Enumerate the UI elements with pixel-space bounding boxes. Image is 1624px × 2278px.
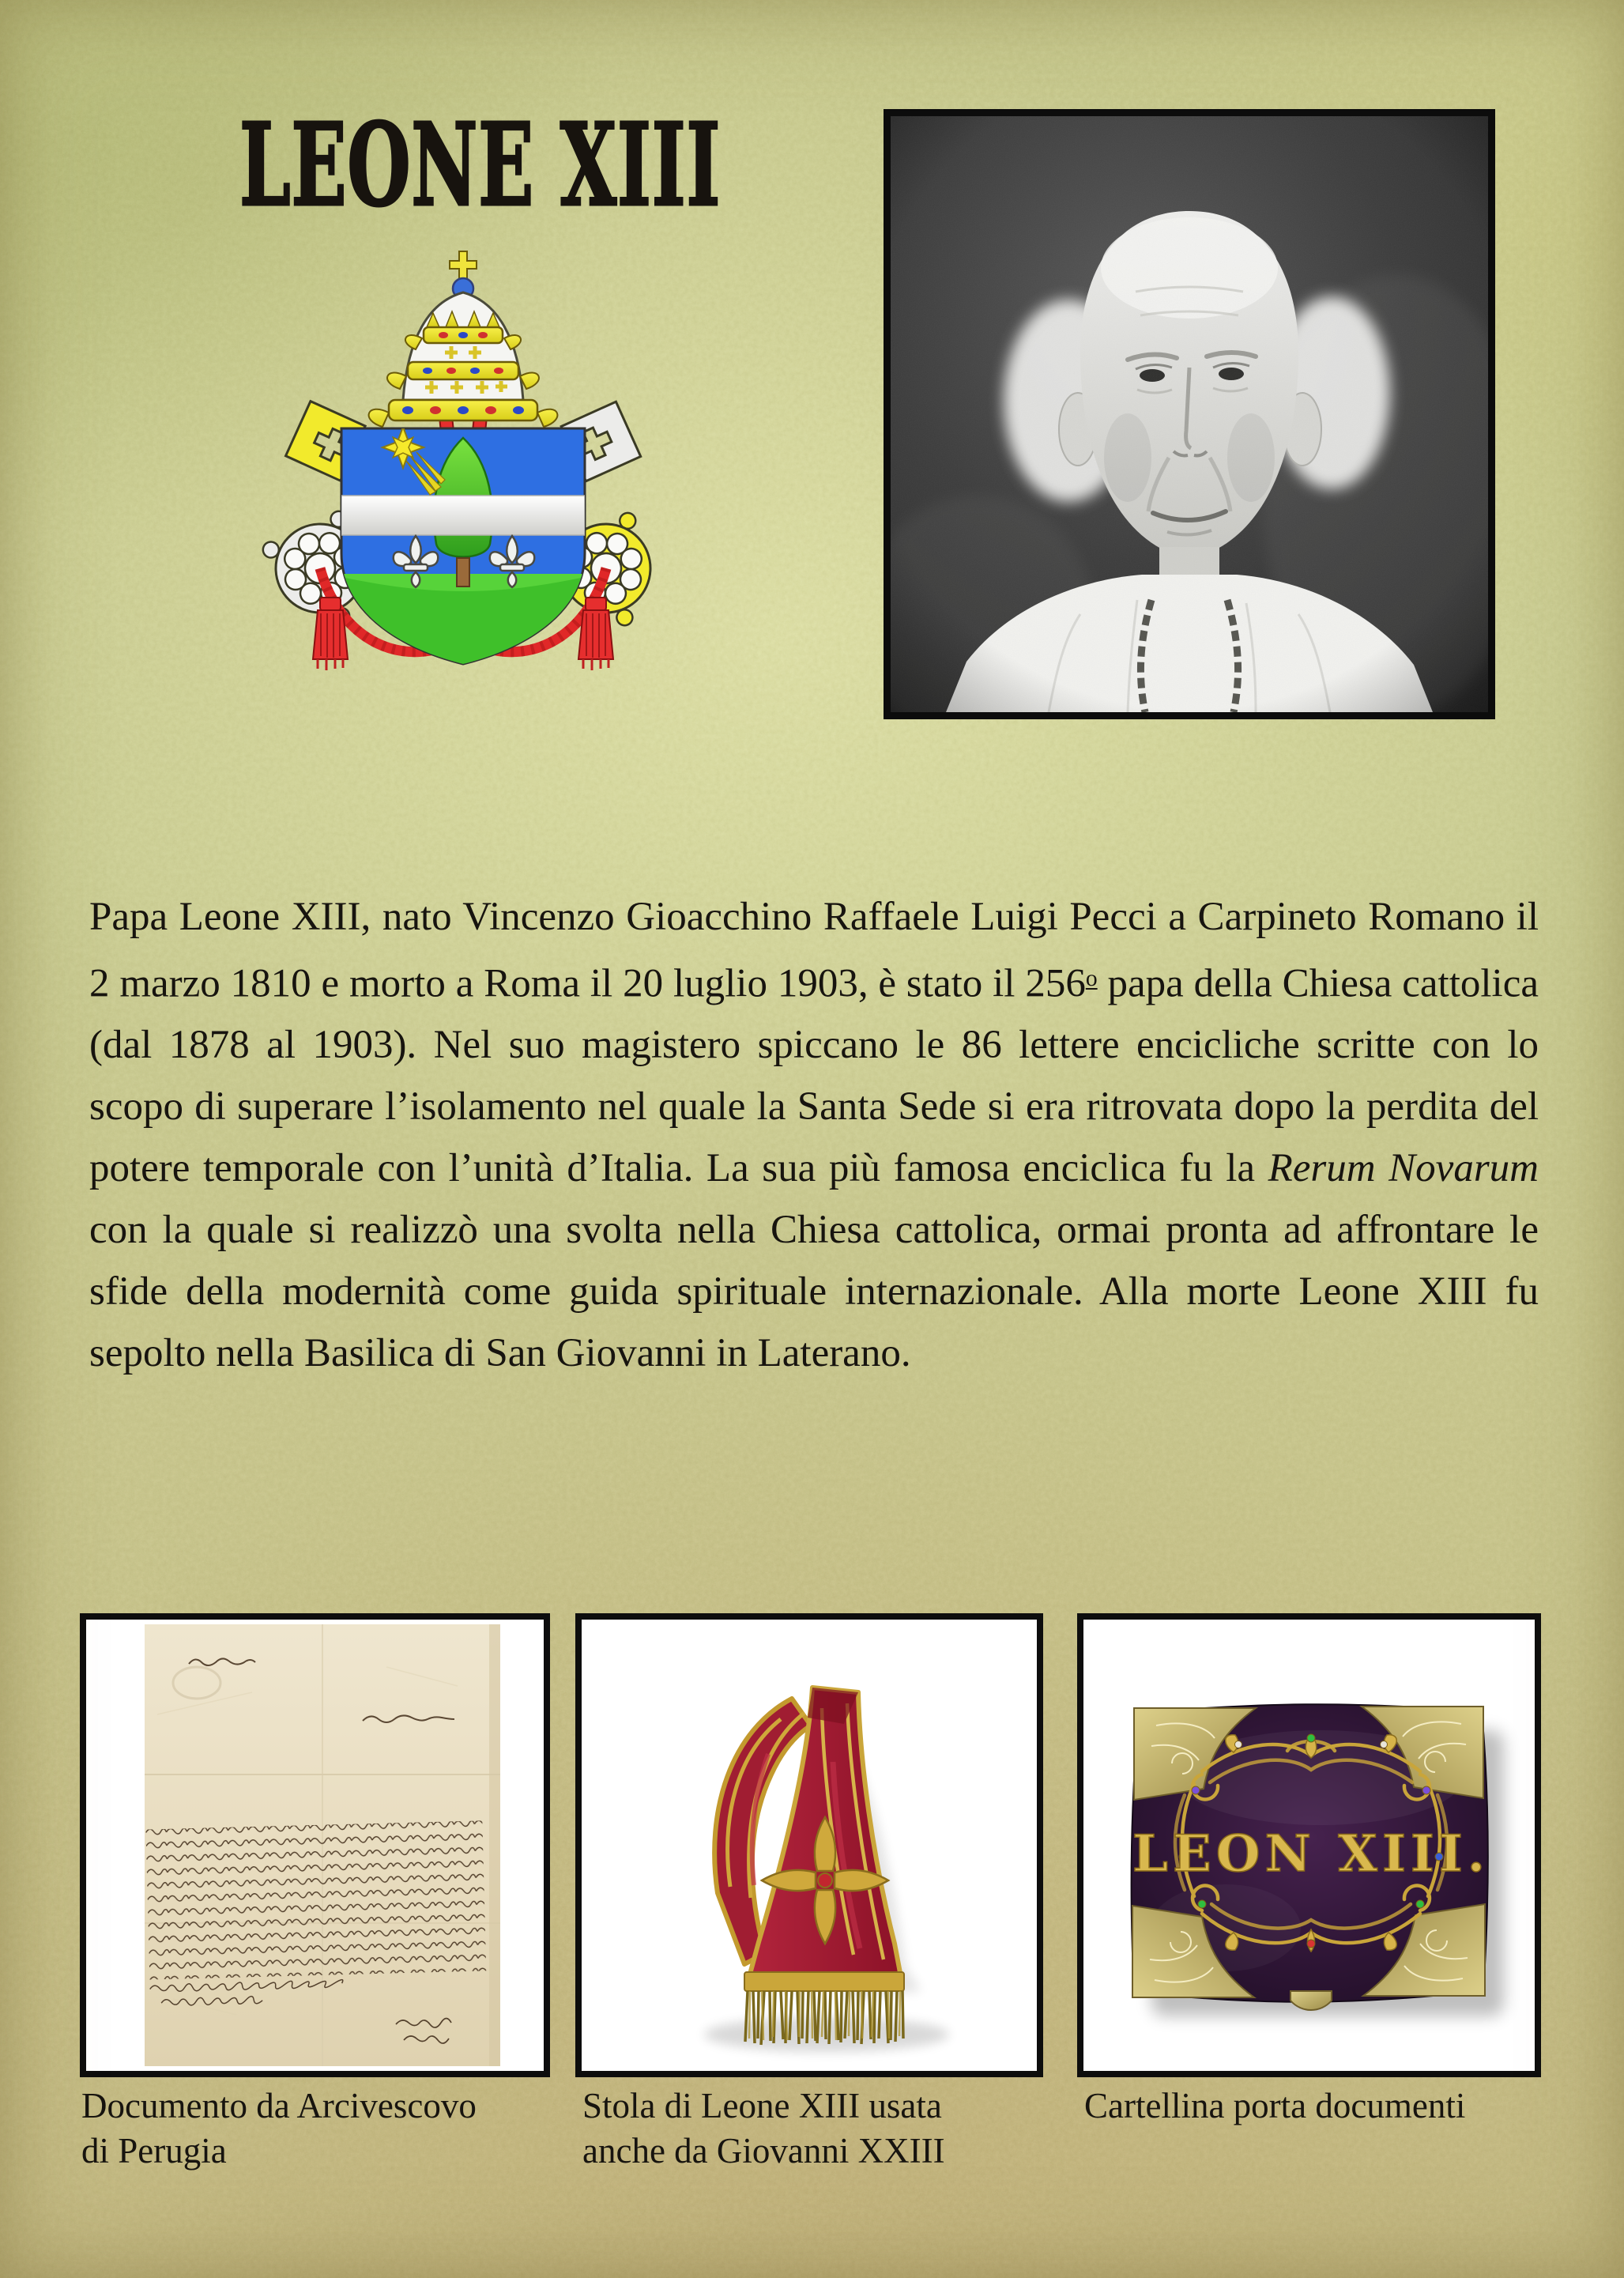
page-title: LEONE XIII — [239, 98, 722, 232]
folder-embroidered-label: LEON XIII. — [1132, 1824, 1490, 1884]
biography-paragraph — [89, 886, 1539, 1384]
caption-stole — [582, 2084, 1088, 2174]
caption-folder-line1: Cartellina porta documenti — [1084, 2086, 1466, 2125]
bio-encyclical-title: Rerum Novarum — [1268, 1146, 1539, 1191]
caption-stole-line2: anche da Giovanni XXIII — [582, 2131, 945, 2171]
papal-coat-of-arms-image — [261, 245, 665, 700]
figure-folder-image — [1077, 1613, 1541, 2077]
bio-text-1: Papa Leone XIII, nato Vincenzo Gioacchino Raffaele Luigi Pecci a Carpineto Romano il 2 marzo 1810 e morto a Roma il 20 luglio 1903, è stato il 256 — [89, 895, 1539, 1006]
heraldic-shield — [341, 427, 585, 669]
caption-document-line1: Documento da Arcivescovo — [81, 2086, 477, 2125]
caption-document — [81, 2084, 587, 2174]
caption-folder — [1084, 2084, 1606, 2129]
caption-document-line2: di Perugia — [81, 2131, 227, 2171]
bio-ordinal: o — [1085, 966, 1098, 991]
bio-text-3: con la quale si realizzò una svolta nella Chiesa cattolica, ormai pronta ad affrontare le sfide della modernità come guida spirituale internazionale. Alla morte Leone XIII fu sepolto nella Basilica di San Giovanni in Laterano. — [89, 1208, 1539, 1376]
papal-tiara-icon — [369, 251, 558, 427]
figure-stole-image — [575, 1613, 1043, 2077]
bio-text-2: papa della Chiesa cattolica (dal 1878 al 1903). Nel suo magistero spiccano le 86 lettere encicliche scritte con lo scopo di superare l’isolamento nel quale la Santa Sede si era ritrovata dopo la perdita del potere temporale con l’unità d’Italia. La sua più famosa enciclica fu la — [89, 961, 1539, 1191]
caption-stole-line1: Stola di Leone XIII usata — [582, 2086, 942, 2125]
pope-leo-xiii-portrait-photo — [884, 109, 1495, 719]
figure-document-image — [80, 1613, 550, 2077]
